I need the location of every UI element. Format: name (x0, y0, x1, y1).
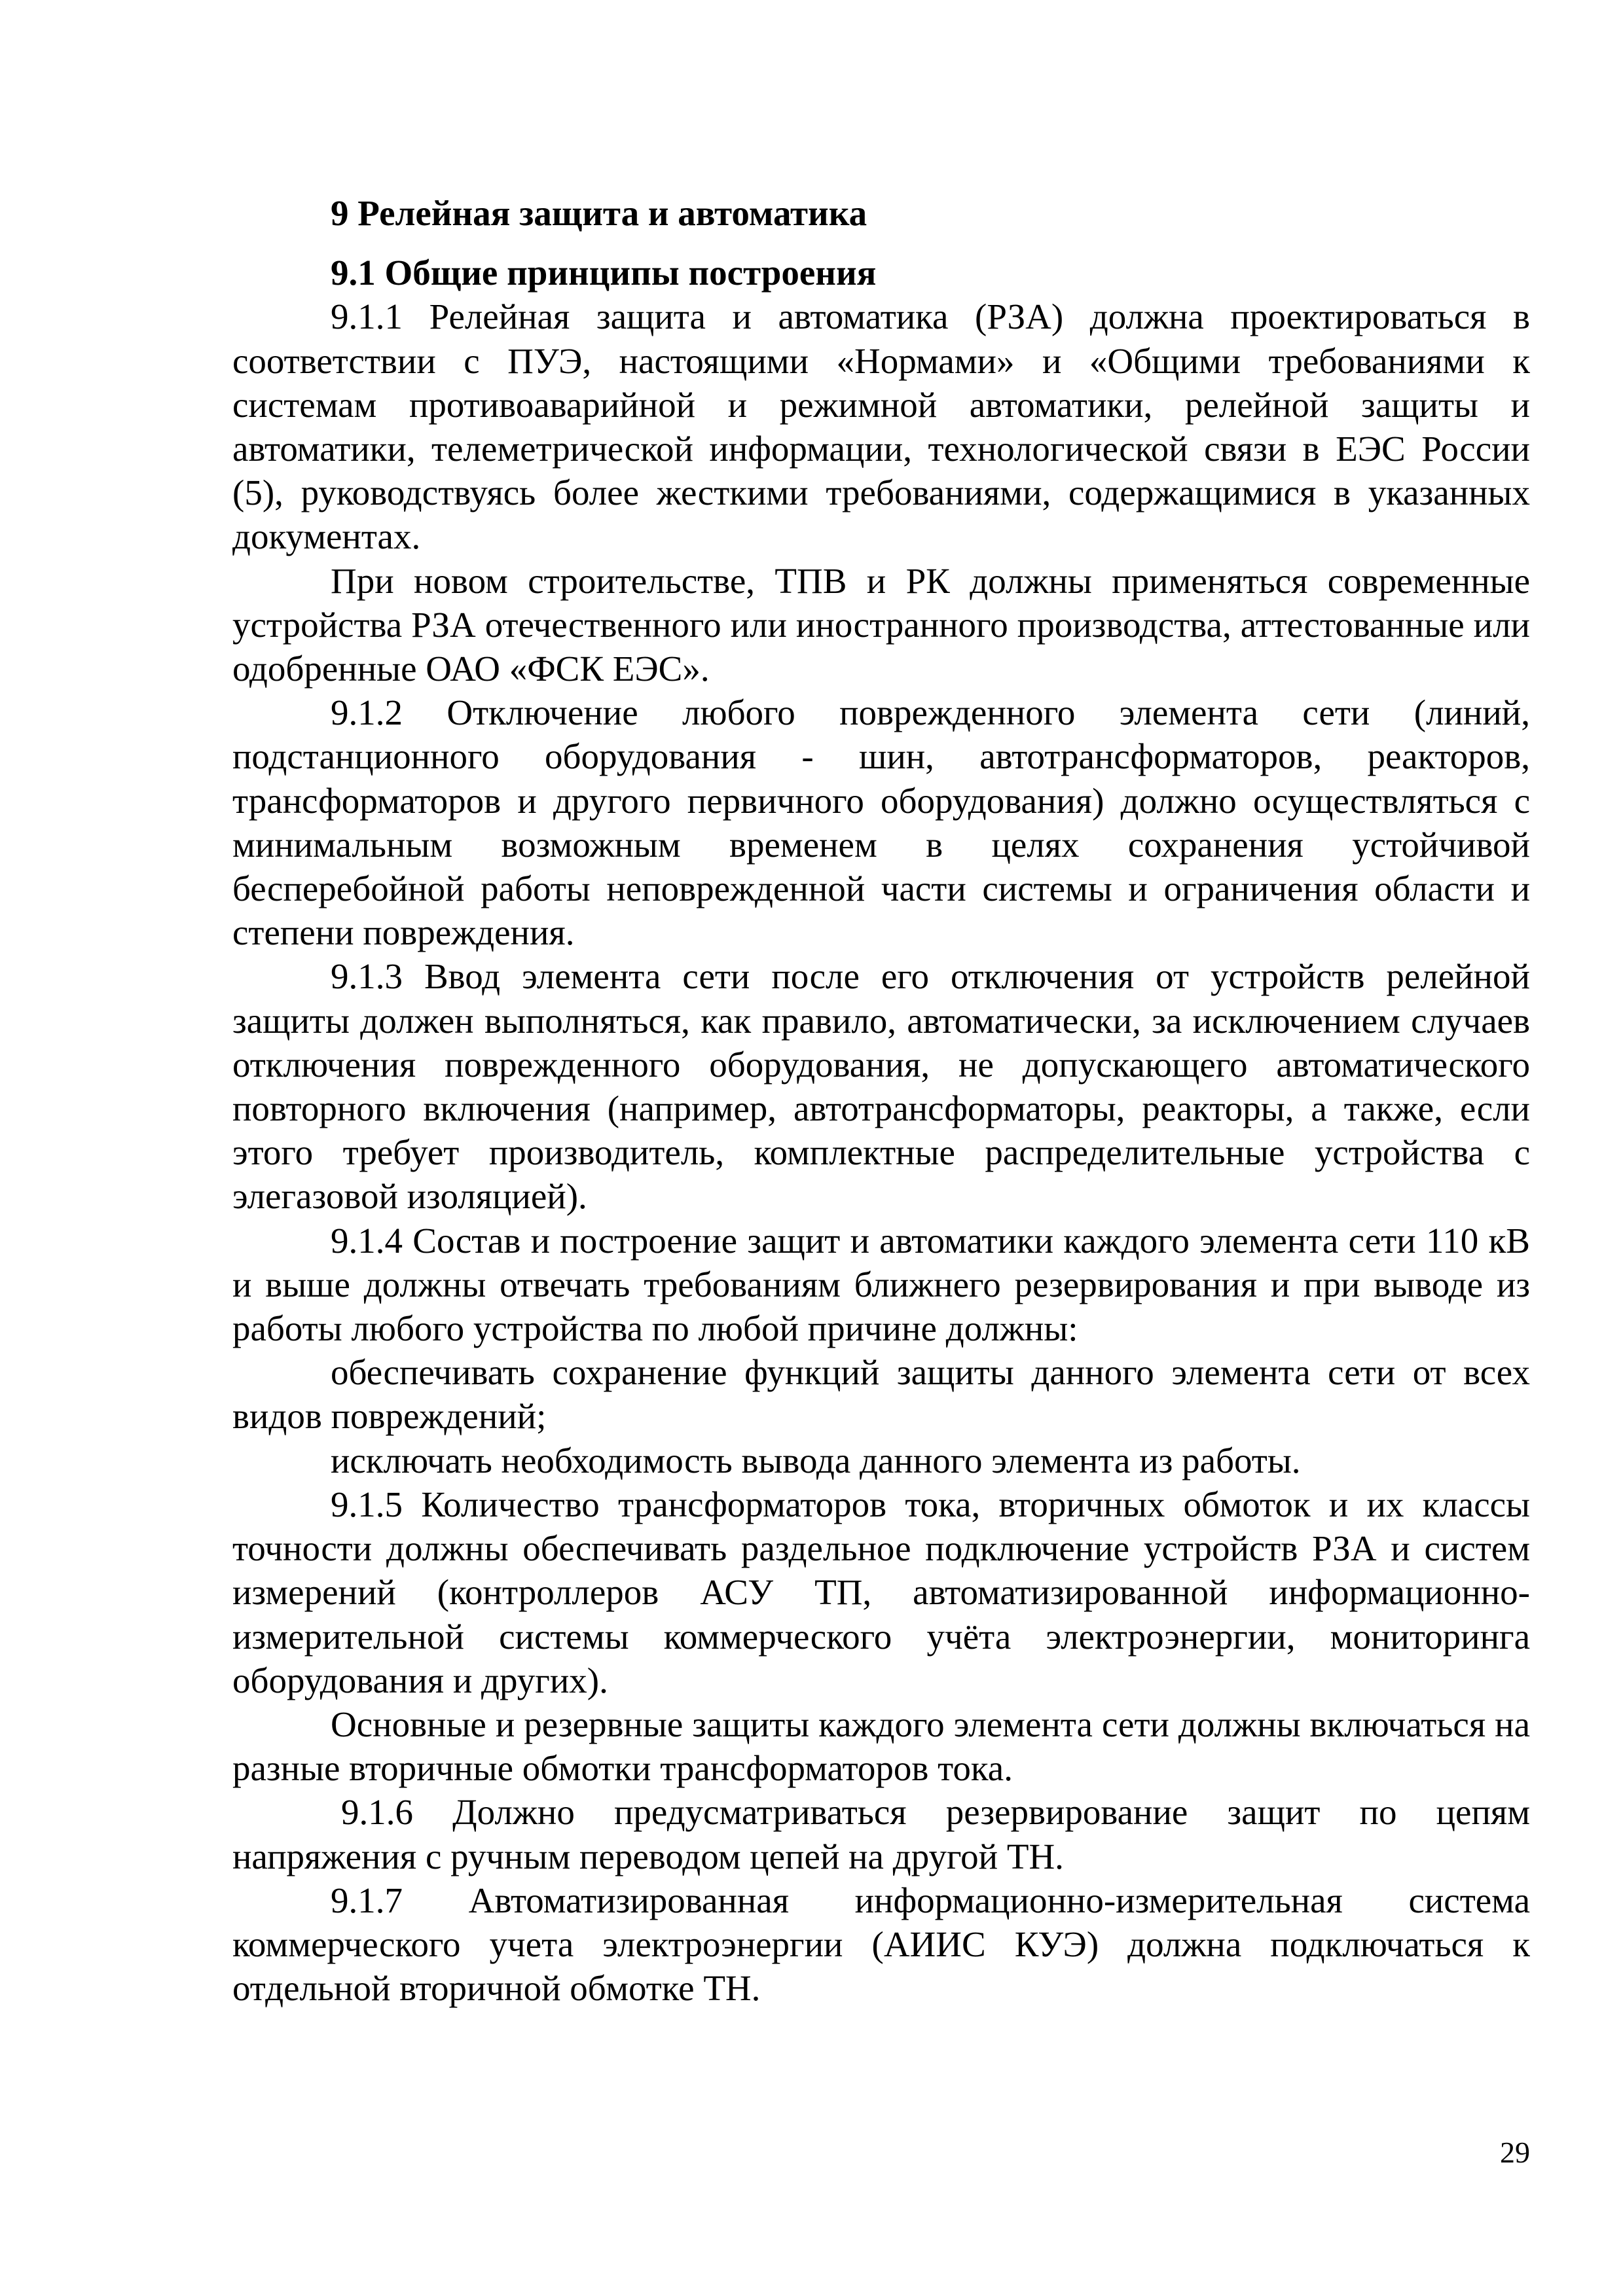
paragraph-9-1-1: 9.1.1 Релейная защита и автоматика (РЗА) должна проектироваться в соответствии с ПУЭ, настоящими «Нормами» и «Общими требованиями к системам противоаварийной и режимной автоматики, релейной защиты и автоматики, телеметрической информации, технологической связи в ЕЭС России (5), руководствуясь более жесткими требованиями, содержащимися в указанных документах. (232, 296, 1530, 557)
paragraph-9-1-3: 9.1.3 Ввод элемента сети после его отключения от устройств релейной защиты должен выполняться, как правило, автоматически, за исключением случаев отключения поврежденного оборудования, не допускающего автоматического повторного включения (например, автотрансформаторы, реакторы, а также, если этого требует производитель, комплектные распределительные устройства с элегазовой изоляцией). (232, 956, 1530, 1217)
page-content (232, 191, 1530, 2010)
paragraph-9-1-2: 9.1.2 Отключение любого поврежденного элемента сети (линий, подстанционного оборудования - шин, автотрансформаторов, реакторов, трансформаторов и другого первичного оборудования) должно осуществляться с минимальным возможным временем в целях сохранения устойчивой бесперебойной работы неповрежденной части системы и ограничения области и степени повреждения. (232, 692, 1530, 953)
list-item-protection: обеспечивать сохранение функций защиты данного элемента сети от всех видов повреждений; (232, 1352, 1530, 1437)
page-number: 29 (1500, 2136, 1530, 2169)
paragraph-9-1-6: 9.1.6 Должно предусматриваться резервирование защит по цепям напряжения с ручным переводом цепей на другой ТН. (232, 1792, 1530, 1876)
paragraph-9-1-5: 9.1.5 Количество трансформаторов тока, вторичных обмоток и их классы точности должны обеспечивать раздельное подключение устройств РЗА и систем измерений (контроллеров АСУ ТП, автоматизированной информационно-измерительной системы коммерческого учёта электроэнергии, мониторинга оборудования и других). (232, 1484, 1530, 1700)
paragraph-main-backup-protection: Основные и резервные защиты каждого элемента сети должны включаться на разные вторичные обмотки трансформаторов тока. (232, 1704, 1530, 1789)
paragraph-new-construction: При новом строительстве, ТПВ и РК должны применяться современные устройства РЗА отечественного или иностранного производства, аттестованные или одобренные ОАО «ФСК ЕЭС». (232, 560, 1530, 689)
list-item-exclude-outage: исключать необходимость вывода данного элемента из работы. (331, 1440, 1301, 1480)
section-title: 9 Релейная защита и автоматика (331, 193, 867, 233)
subsection-title: 9.1 Общие принципы построения (331, 253, 877, 293)
paragraph-9-1-4: 9.1.4 Состав и построение защит и автоматики каждого элемента сети 110 кВ и выше должны отвечать требованиям ближнего резервирования и при выводе из работы любого устройства по любой причине должны: (232, 1220, 1530, 1349)
paragraph-9-1-7: 9.1.7 Автоматизированная информационно-измерительная система коммерческого учета электроэнергии (АИИС КУЭ) должна подключаться к отдельной вторичной обмотке ТН. (232, 1880, 1530, 2009)
